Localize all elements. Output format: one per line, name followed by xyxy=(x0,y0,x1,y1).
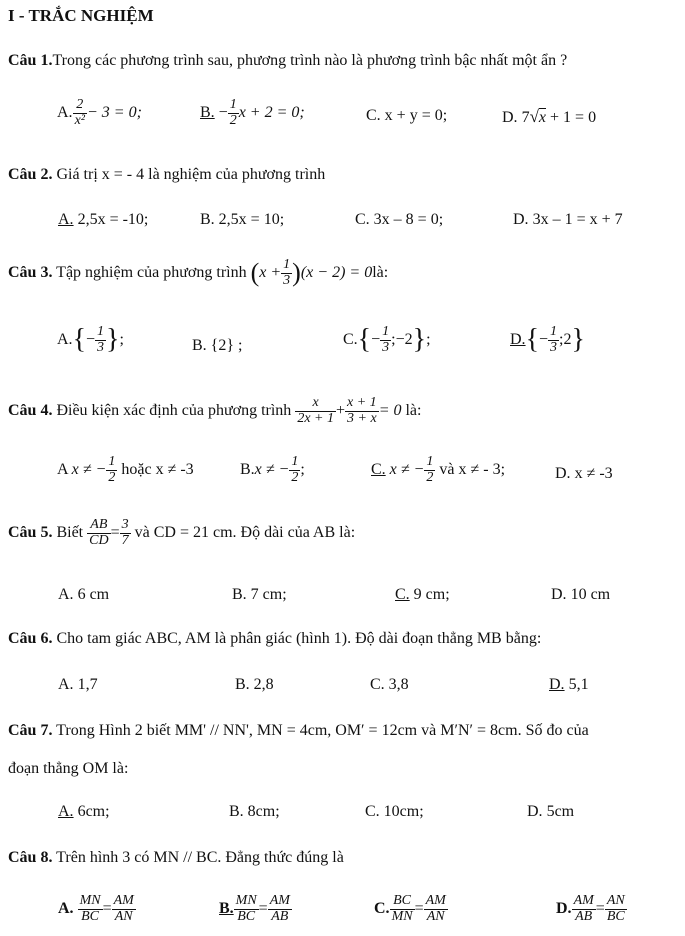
question-7: Câu 7. Trong Hình 2 biết MM' // NN', MN = 4cm, OM′ = 12cm và M′N′ = 8cm. Số đo của xyxy=(8,722,589,739)
question-8: Câu 8. Trên hình 3 có MN // BC. Đẳng thức đúng là xyxy=(8,849,344,866)
q8-option-d[interactable]: D. $\frac{AM}{AB}$ = $\frac{AN}{BC}$ xyxy=(556,893,625,924)
q6-option-a[interactable]: A. 1,7 xyxy=(58,676,98,693)
q7-option-d[interactable]: D. 5cm xyxy=(527,803,575,820)
q4-option-d[interactable]: D. x ≠ -3 xyxy=(555,465,613,482)
q3-option-d[interactable]: D.{− $\frac{1}{3}$ ;2} xyxy=(510,324,585,356)
question-label: Câu 1. xyxy=(8,52,53,69)
question-2: Câu 2. Giá trị x = - 4 là nghiệm của phương trình xyxy=(8,166,326,183)
q8-option-a[interactable]: A. $\frac{MN}{BC}$ = $\frac{AM}{AN}$ xyxy=(58,893,134,924)
q3-option-b[interactable]: B. {2} ; xyxy=(192,337,243,354)
q2-option-c[interactable]: C. 3x – 8 = 0; xyxy=(355,211,444,228)
q4-option-c[interactable]: C. x ≠ − $\frac{1}{2}$ và x ≠ - 3; xyxy=(371,454,506,485)
q1-option-d[interactable]: D. 7√x + 1 = 0 xyxy=(502,107,597,126)
q8-option-b[interactable]: B. $\frac{MN}{BC}$ = $\frac{AM}{AB}$ xyxy=(219,893,290,924)
q1-option-a[interactable]: A. $\frac{2}{\text{x²}}$ − 3 = 0; xyxy=(57,97,142,128)
q8-option-c[interactable]: C. $\frac{BC}{MN}$ = $\frac{AM}{AN}$ xyxy=(374,893,446,924)
question-3: Câu 3. Tập nghiệm của phương trình (x + $\frac{1}{3}$ )(x − 2) = 0là: xyxy=(8,257,389,288)
q7-option-b[interactable]: B. 8cm; xyxy=(229,803,280,820)
q7-option-c[interactable]: C. 10cm; xyxy=(365,803,424,820)
q7-option-a[interactable]: A. 6cm; xyxy=(58,803,110,820)
q6-option-d[interactable]: D. 5,1 xyxy=(549,676,589,693)
q5-option-b[interactable]: B. 7 cm; xyxy=(232,586,287,603)
q2-option-a[interactable]: A. 2,5x = -10; xyxy=(58,211,149,228)
q4-option-a[interactable]: A x ≠ − $\frac{1}{2}$ hoặc x ≠ -3 xyxy=(57,454,194,485)
question-5: Câu 5. Biết $\frac{AB}{CD}$ = $\frac{3}{7}$ và CD = 21 cm. Độ dài của AB là: xyxy=(8,517,356,548)
question-7-cont: đoạn thẳng OM là: xyxy=(8,760,129,777)
q5-option-c[interactable]: C. 9 cm; xyxy=(395,586,450,603)
q4-option-b[interactable]: B.x ≠ − $\frac{1}{2}$ ; xyxy=(240,454,305,485)
q2-option-b[interactable]: B. 2,5x = 10; xyxy=(200,211,285,228)
q5-option-d[interactable]: D. 10 cm xyxy=(551,586,611,603)
q6-option-c[interactable]: C. 3,8 xyxy=(370,676,409,693)
question-6: Câu 6. Cho tam giác ABC, AM là phân giác (hình 1). Độ dài đoạn thẳng MB bằng: xyxy=(8,630,542,647)
q2-option-d[interactable]: D. 3x – 1 = x + 7 xyxy=(513,211,623,228)
q1-option-b[interactable]: B. − $\frac{1}{2}$ x + 2 = 0; xyxy=(200,97,305,128)
q1-option-c[interactable]: C. x + y = 0; xyxy=(366,107,448,124)
q3-option-a[interactable]: A.{− $\frac{1}{3}$ }; xyxy=(57,324,124,356)
section-title: I - TRẮC NGHIỆM xyxy=(8,6,154,25)
question-4: Câu 4. Điều kiện xác định của phương trình $\frac{x}{2x + 1}$ + $\frac{x + 1}{3 + x}$ = 0 là: xyxy=(8,395,422,426)
question-text: Trong các phương trình sau, phương trình nào là phương trình bậc nhất một ẩn ? xyxy=(52,52,568,69)
q3-option-c[interactable]: C.{− $\frac{1}{3}$ ;−2}; xyxy=(343,324,431,356)
q5-option-a[interactable]: A. 6 cm xyxy=(58,586,110,603)
question-1 xyxy=(8,52,567,70)
q6-option-b[interactable]: B. 2,8 xyxy=(235,676,274,693)
